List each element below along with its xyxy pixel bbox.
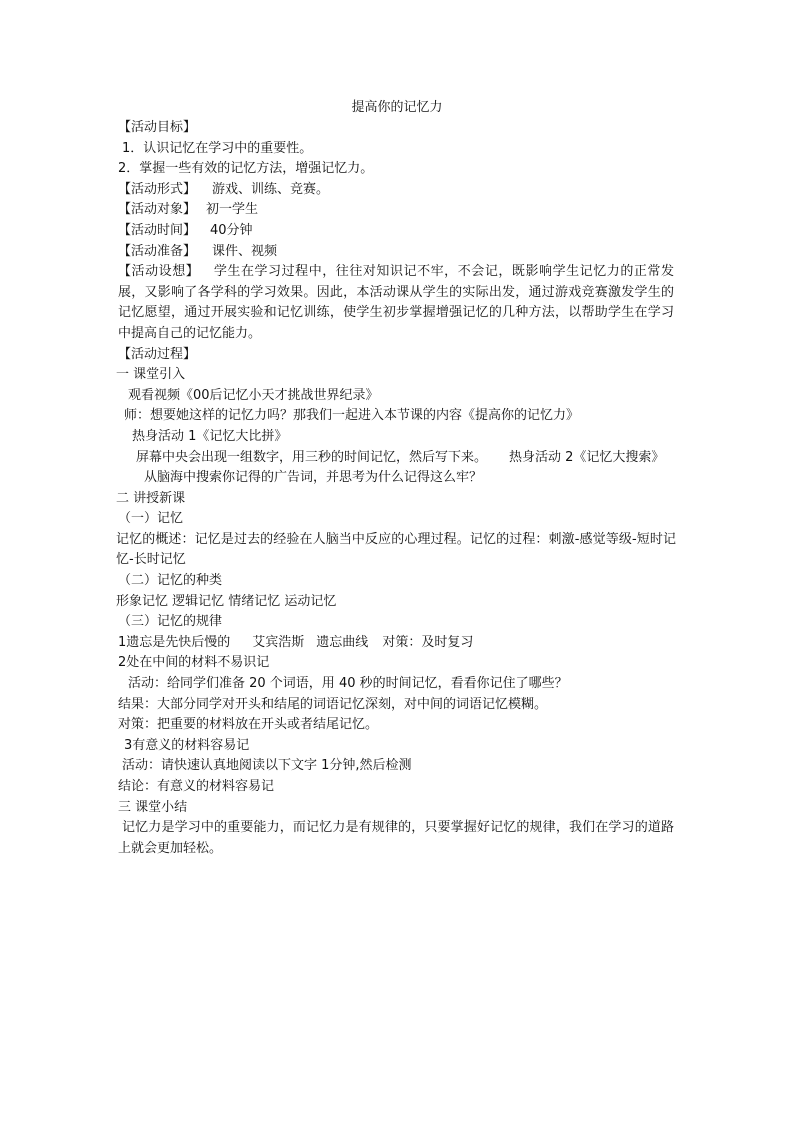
part1-teacher: 师：想要她这样的记忆力吗？那我们一起进入本节课的内容《提高你的记忆力》 <box>124 408 580 424</box>
form-value: 游戏、训练、竞赛。 <box>212 181 330 197</box>
part1-heading: 一 课堂引入 <box>116 367 186 383</box>
rule2-result: 结果：大部分同学对开头和结尾的词语记忆深刻，对中间的词语记忆模糊。 <box>118 696 548 712</box>
rule1-person: 艾宾浩斯 <box>252 634 305 650</box>
part3-text: 记忆力是学习中的重要能力，而记忆力是有规律的，只要掌握好记忆的规律，我们在学习的道路上就会更加轻松。 <box>118 820 674 856</box>
duration-row <box>118 221 674 242</box>
warmup1-desc: 屏幕中央会出现一组数字，用三秒的时间记忆，然后写下来。 <box>136 449 488 465</box>
prep-value: 课件、视频 <box>212 243 278 259</box>
audience-label: 【活动对象】 <box>118 202 197 218</box>
audience-row <box>118 200 674 221</box>
rule3-text: 3有意义的材料容易记 <box>124 737 250 753</box>
rule2-text: 2处在中间的材料不易识记 <box>118 655 270 671</box>
sec2-heading: （二）记忆的种类 <box>118 573 223 589</box>
duration-label: 【活动时间】 <box>118 222 197 238</box>
process-heading: 【活动过程】 <box>118 346 197 362</box>
design-label: 【活动设想】 <box>118 264 200 280</box>
sec2-text: 形象记忆 逻辑记忆 情绪记忆 运动记忆 <box>116 593 337 609</box>
document-body <box>118 118 674 859</box>
form-label: 【活动形式】 <box>118 181 197 197</box>
rule1-strategy: 对策：及时复习 <box>382 634 474 650</box>
rule1-curve: 遗忘曲线 <box>316 634 369 650</box>
part1-video: 观看视频《00后记忆小天才挑战世界纪录》 <box>128 387 379 403</box>
sec1-heading: （一）记忆 <box>118 511 184 527</box>
sec1-text: 记忆的概述：记忆是过去的经验在人脑当中反应的心理过程。记忆的过程：刺激-感觉等级-短时记忆-长时记忆 <box>116 531 676 568</box>
prep-row <box>118 242 674 263</box>
rule2-strategy: 对策：把重要的材料放在开头或者结尾记忆。 <box>118 717 379 733</box>
objective-item-2: 2．掌握一些有效的记忆方法，增强记忆力。 <box>118 161 374 177</box>
objective-item-1: 1．认识记忆在学习中的重要性。 <box>122 140 313 156</box>
warmup-paragraph <box>118 448 674 469</box>
objective-heading: 【活动目标】 <box>118 120 197 135</box>
prep-label: 【活动准备】 <box>118 243 197 259</box>
part3-heading: 三 课堂小结 <box>118 799 188 815</box>
warmup1-title: 热身活动 1《记忆大比拼》 <box>132 428 288 444</box>
rule1-row <box>118 633 674 654</box>
form-row <box>118 180 674 201</box>
warmup2-title: 热身活动 2《记忆大搜索》 <box>509 449 665 465</box>
rule1-text: 1遗忘是先快后慢的 <box>118 634 231 650</box>
design-text: 学生在学习过程中，往往对知识记不牢，不会记，既影响学生记忆力的正常发展，又影响了各学科的学习效果。因此，本活动课从学生的实际出发，通过游戏竞赛激发学生的记忆愿望，通过开展实验和记忆训练，使学生初步掌握增强记忆的几种方法，以帮助学生在学习中提高自己的记忆能力。 <box>118 264 674 341</box>
rule2-activity: 活动：给同学们准备 20 个词语，用 40 秒的时间记忆，看看你记住了哪些？ <box>128 676 568 692</box>
design-paragraph <box>118 262 674 344</box>
document-title: 提高你的记忆力 <box>351 100 443 115</box>
duration-value: 40分钟 <box>210 222 253 238</box>
part2-heading: 二 讲授新课 <box>116 490 186 506</box>
rule3-activity: 活动：请快速认真地阅读以下文字 1分钟,然后检测 <box>122 758 412 774</box>
audience-value: 初一学生 <box>206 202 259 218</box>
rule3-conclusion: 结论：有意义的材料容易记 <box>118 779 275 794</box>
warmup2-desc: 从脑海中搜索你记得的广告词，并思考为什么记得这么牢？ <box>144 470 483 486</box>
sec3-heading: （三）记忆的规律 <box>118 614 223 630</box>
